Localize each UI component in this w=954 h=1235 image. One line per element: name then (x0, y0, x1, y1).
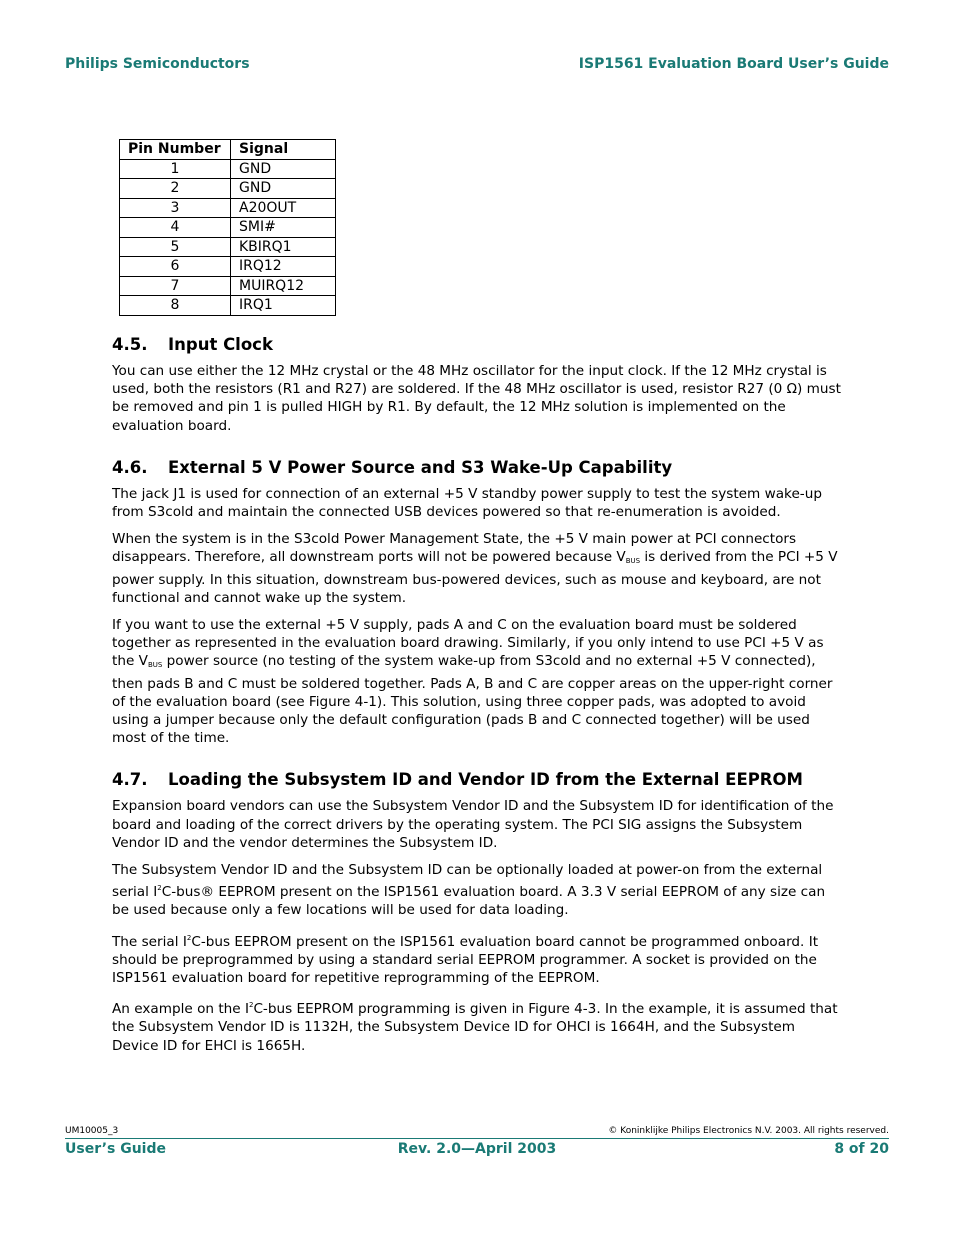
pin-number-header: Pin Number (120, 140, 231, 160)
pin-number: 3 (120, 198, 231, 218)
table-row (120, 159, 336, 179)
pin-signal: IRQ12 (231, 257, 336, 277)
footer-page-number: 8 of 20 (834, 1141, 889, 1157)
section-number: 4.7. (112, 770, 148, 790)
signal-header: Signal (231, 140, 336, 160)
section-number: 4.5. (112, 335, 148, 354)
header-doc-title: ISP1561 Evaluation Board User’s Guide (578, 56, 889, 72)
table-row (120, 237, 336, 257)
section-title: External 5 V Power Source and S3 Wake-Up Capability (168, 457, 673, 477)
pin-number: 2 (120, 179, 231, 199)
paragraph: When the system is in the S3cold Power Management State, the +5 V main power at PCI connectors disappears. Therefore, all downstream ports will not be powered because $V_{BUS}$ is derived from the PCI +5 V power supply. In this situation, downstream bus-powered devices, such as mouse and keyboard, are not functional and cannot wake up the system. (112, 531, 838, 606)
paragraph: You can use either the 12 MHz crystal or the 48 MHz oscillator for the input clock. If the 12 MHz crystal is used, both the resistors (R1 and R27) are soldered. If the 48 MHz oscillator is used, resistor R27 (0 Ω) must be removed and pin 1 is pulled HIGH by R1. By default, the 12 MHz solution is implemented on the evaluation board. (112, 363, 841, 434)
section-subsystem-id (112, 769, 844, 1054)
section-heading (112, 769, 844, 791)
pin-signal: MUIRQ12 (231, 276, 336, 296)
section-title: Loading the Subsystem ID and Vendor ID from the External EEPROM (168, 770, 803, 790)
pin-signal: A20OUT (231, 198, 336, 218)
subscript: BUS (625, 557, 641, 566)
pin-number: 7 (120, 276, 231, 296)
pin-number: 6 (120, 257, 231, 277)
pin-number: 4 (120, 218, 231, 238)
footer-revision: Rev. 2.0—April 2003 (397, 1141, 557, 1157)
superscript: 2 (248, 1001, 254, 1010)
section-input-clock (112, 334, 844, 435)
table-row (120, 218, 336, 238)
footer-doc-id: UM10005_3 (65, 1126, 119, 1136)
section-heading (112, 334, 844, 356)
pin-signal: SMI# (231, 218, 336, 238)
superscript: 2 (157, 884, 162, 893)
table-row (120, 179, 336, 199)
paragraph: The jack J1 is used for connection of an external +5 V standby power supply to test the system wake-up from S3cold and maintain the connected USB devices powered so that re-enumeration is avoided. (112, 485, 822, 521)
superscript: 2 (186, 933, 192, 942)
table-row (120, 296, 336, 316)
pin-signal: GND (231, 179, 336, 199)
pin-number: 5 (120, 237, 231, 257)
pin-signal: GND (231, 159, 336, 179)
pin-table (119, 139, 336, 316)
footer-doc-type: User’s Guide (65, 1141, 166, 1157)
table-row (120, 257, 336, 277)
pin-number: 8 (120, 296, 231, 316)
pin-signal: KBIRQ1 (231, 237, 336, 257)
paragraph: Expansion board vendors can use the Subsystem Vendor ID and the Subsystem ID for identification of the board and loading of the correct drivers by the operating system. The PCI SIG assigns the Subsystem Vendor ID and the vendor determines the Subsystem ID. (112, 798, 834, 851)
section-number: 4.6. (112, 457, 148, 477)
paragraph: The serial $I^2C$-bus EEPROM present on the ISP1561 evaluation board cannot be programmed onboard. It should be preprogrammed by using a standard serial EEPROM programmer. A socket is provided on the ISP1561 evaluation board for repetitive reprogramming of the EEPROM. (112, 933, 819, 987)
header-company: Philips Semiconductors (65, 56, 250, 72)
table-row (120, 198, 336, 218)
section-heading (112, 457, 844, 479)
footer-copyright: © Koninklijke Philips Electronics N.V. 2003. All rights reserved. (608, 1126, 889, 1136)
paragraph: An example on the $I^2C$-bus EEPROM programming is given in Figure 4-3. In the example, it is assumed that the Subsystem Vendor ID is 1132H, the Subsystem Device ID for OHCI is 1664H, and the Subsystem Device ID for EHCI is 1665H. (112, 1001, 838, 1054)
footer-divider (65, 1138, 889, 1139)
page-body (112, 334, 844, 1077)
pin-signal: IRQ1 (231, 296, 336, 316)
subscript: BUS (147, 661, 163, 670)
section-external-power (112, 457, 844, 748)
pin-number: 1 (120, 159, 231, 179)
paragraph: If you want to use the external +5 V supply, pads A and C on the evaluation board must be soldered together as represented in the evaluation board drawing. Similarly, if you only intend to use PCI +5 V as the $V_{BUS}$ power source (no testing of the system wake-up from S3cold and no external +5 V connected), then pads B and C must be soldered together. Pads A, B and C are copper areas on the upper-right corner of the evaluation board (see Figure 4-1). This solution, using three copper pads, was adopted to avoid using a jumper because only the default configuration (pads B and C connected together) will be used most of the time. (112, 617, 833, 747)
table-row (120, 276, 336, 296)
pin-table-header-row (120, 140, 336, 160)
section-title: Input Clock (168, 335, 273, 354)
paragraph: The Subsystem Vendor ID and the Subsystem ID can be optionally loaded at power-on from the external serial $I^2C-bus®$ EEPROM present on the ISP1561 evaluation board. A 3.3 V serial EEPROM of any size can be used because only a few locations will be used for data loading. (112, 862, 826, 919)
